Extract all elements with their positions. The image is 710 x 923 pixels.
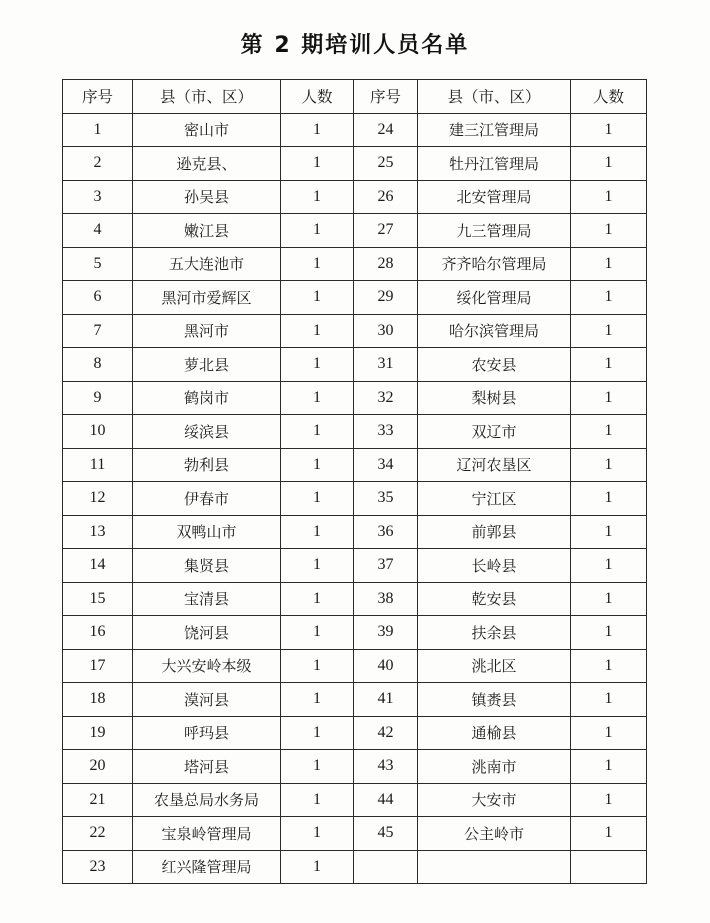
cell-county-left: 呼玛县 [133, 716, 281, 750]
cell-county-left: 宝清县 [133, 582, 281, 616]
cell-count-left: 1 [281, 616, 354, 650]
cell-count-left: 1 [281, 314, 354, 348]
cell-count-left: 1 [281, 180, 354, 214]
roster-table [62, 79, 647, 884]
table-row [63, 850, 647, 884]
table-row [63, 247, 647, 281]
table-row [63, 314, 647, 348]
cell-county-left: 密山市 [133, 113, 281, 147]
cell-count-right: 1 [571, 750, 647, 784]
cell-county-right: 北安管理局 [418, 180, 571, 214]
cell-count-left: 1 [281, 783, 354, 817]
cell-county-right: 农安县 [418, 348, 571, 382]
cell-seq-left: 17 [63, 649, 133, 683]
cell-seq-left: 22 [63, 817, 133, 851]
cell-county-left: 萝北县 [133, 348, 281, 382]
cell-count-right: 1 [571, 817, 647, 851]
cell-county-left: 双鸭山市 [133, 515, 281, 549]
cell-seq-left: 18 [63, 683, 133, 717]
cell-county-right: 建三江管理局 [418, 113, 571, 147]
table-row [63, 683, 647, 717]
cell-seq-left: 3 [63, 180, 133, 214]
cell-county-left: 农垦总局水务局 [133, 783, 281, 817]
table-row [63, 783, 647, 817]
cell-seq-left: 8 [63, 348, 133, 382]
cell-county-left: 嫩江县 [133, 214, 281, 248]
cell-seq-right [354, 850, 418, 884]
table-row [63, 113, 647, 147]
table-row [63, 381, 647, 415]
cell-count-left: 1 [281, 247, 354, 281]
cell-county-left: 绥滨县 [133, 415, 281, 449]
table-row [63, 180, 647, 214]
cell-seq-left: 19 [63, 716, 133, 750]
cell-county-left: 五大连池市 [133, 247, 281, 281]
cell-count-right: 1 [571, 448, 647, 482]
table-row [63, 515, 647, 549]
roster-body [63, 113, 647, 884]
cell-seq-left: 11 [63, 448, 133, 482]
cell-seq-right: 39 [354, 616, 418, 650]
cell-county-right: 梨树县 [418, 381, 571, 415]
cell-county-right: 牡丹江管理局 [418, 147, 571, 181]
cell-county-right: 绥化管理局 [418, 281, 571, 315]
cell-count-left: 1 [281, 448, 354, 482]
table-row [63, 482, 647, 516]
cell-count-right: 1 [571, 281, 647, 315]
cell-seq-right: 44 [354, 783, 418, 817]
table-row [63, 214, 647, 248]
cell-county-right [418, 850, 571, 884]
cell-seq-left: 13 [63, 515, 133, 549]
cell-count-left: 1 [281, 850, 354, 884]
cell-count-right: 1 [571, 582, 647, 616]
cell-seq-right: 38 [354, 582, 418, 616]
header-count-left: 人数 [281, 80, 354, 114]
cell-count-right: 1 [571, 348, 647, 382]
cell-seq-right: 42 [354, 716, 418, 750]
cell-county-left: 黑河市爱辉区 [133, 281, 281, 315]
cell-seq-left: 20 [63, 750, 133, 784]
cell-seq-left: 21 [63, 783, 133, 817]
cell-seq-right: 45 [354, 817, 418, 851]
table-row [63, 448, 647, 482]
cell-count-left: 1 [281, 515, 354, 549]
cell-seq-left: 4 [63, 214, 133, 248]
cell-seq-left: 7 [63, 314, 133, 348]
cell-seq-right: 37 [354, 549, 418, 583]
cell-county-left: 伊春市 [133, 482, 281, 516]
cell-seq-right: 33 [354, 415, 418, 449]
table-row [63, 817, 647, 851]
cell-county-left: 勃利县 [133, 448, 281, 482]
cell-count-left: 1 [281, 750, 354, 784]
cell-seq-right: 26 [354, 180, 418, 214]
cell-county-right: 辽河农垦区 [418, 448, 571, 482]
cell-count-right: 1 [571, 482, 647, 516]
cell-count-right: 1 [571, 716, 647, 750]
cell-count-left: 1 [281, 214, 354, 248]
cell-county-left: 孙吴县 [133, 180, 281, 214]
cell-seq-left: 12 [63, 482, 133, 516]
cell-county-right: 双辽市 [418, 415, 571, 449]
cell-county-right: 哈尔滨管理局 [418, 314, 571, 348]
cell-seq-left: 14 [63, 549, 133, 583]
cell-seq-right: 24 [354, 113, 418, 147]
cell-count-left: 1 [281, 582, 354, 616]
header-county-right: 县（市、区） [418, 80, 571, 114]
cell-seq-right: 29 [354, 281, 418, 315]
table-row [63, 616, 647, 650]
cell-county-right: 乾安县 [418, 582, 571, 616]
cell-seq-right: 31 [354, 348, 418, 382]
cell-count-left: 1 [281, 716, 354, 750]
table-row [63, 750, 647, 784]
cell-count-left: 1 [281, 482, 354, 516]
cell-count-right: 1 [571, 113, 647, 147]
cell-county-left: 集贤县 [133, 549, 281, 583]
cell-county-right: 洮南市 [418, 750, 571, 784]
cell-seq-left: 5 [63, 247, 133, 281]
header-count-right: 人数 [571, 80, 647, 114]
cell-count-right [571, 850, 647, 884]
cell-county-left: 黑河市 [133, 314, 281, 348]
cell-county-right: 宁江区 [418, 482, 571, 516]
cell-county-left: 鹤岗市 [133, 381, 281, 415]
header-seq-left: 序号 [63, 80, 133, 114]
cell-seq-right: 40 [354, 649, 418, 683]
cell-county-right: 齐齐哈尔管理局 [418, 247, 571, 281]
cell-count-left: 1 [281, 348, 354, 382]
cell-count-left: 1 [281, 649, 354, 683]
cell-seq-right: 36 [354, 515, 418, 549]
cell-count-left: 1 [281, 281, 354, 315]
cell-county-left: 漠河县 [133, 683, 281, 717]
cell-seq-left: 10 [63, 415, 133, 449]
cell-count-right: 1 [571, 147, 647, 181]
page-title: 第 2 期培训人员名单 [240, 33, 470, 58]
cell-count-right: 1 [571, 783, 647, 817]
cell-county-right: 前郭县 [418, 515, 571, 549]
cell-count-left: 1 [281, 415, 354, 449]
cell-county-right: 通榆县 [418, 716, 571, 750]
cell-seq-right: 25 [354, 147, 418, 181]
table-row [63, 281, 647, 315]
cell-seq-left: 6 [63, 281, 133, 315]
cell-count-right: 1 [571, 247, 647, 281]
cell-county-left: 大兴安岭本级 [133, 649, 281, 683]
header-seq-right: 序号 [354, 80, 418, 114]
cell-seq-left: 15 [63, 582, 133, 616]
table-row [63, 147, 647, 181]
cell-seq-left: 9 [63, 381, 133, 415]
cell-seq-left: 16 [63, 616, 133, 650]
cell-count-right: 1 [571, 314, 647, 348]
cell-seq-right: 28 [354, 247, 418, 281]
cell-seq-right: 34 [354, 448, 418, 482]
cell-count-left: 1 [281, 113, 354, 147]
cell-count-left: 1 [281, 549, 354, 583]
cell-county-right: 公主岭市 [418, 817, 571, 851]
cell-county-right: 洮北区 [418, 649, 571, 683]
cell-county-left: 塔河县 [133, 750, 281, 784]
cell-count-right: 1 [571, 616, 647, 650]
cell-seq-right: 43 [354, 750, 418, 784]
header-county-left: 县（市、区） [133, 80, 281, 114]
cell-count-left: 1 [281, 683, 354, 717]
cell-county-left: 红兴隆管理局 [133, 850, 281, 884]
cell-count-right: 1 [571, 683, 647, 717]
cell-count-right: 1 [571, 549, 647, 583]
cell-count-right: 1 [571, 180, 647, 214]
cell-count-right: 1 [571, 515, 647, 549]
table-row [63, 348, 647, 382]
cell-county-left: 饶河县 [133, 616, 281, 650]
cell-seq-left: 23 [63, 850, 133, 884]
cell-county-left: 逊克县、 [133, 147, 281, 181]
cell-seq-left: 1 [63, 113, 133, 147]
cell-count-left: 1 [281, 147, 354, 181]
cell-seq-right: 30 [354, 314, 418, 348]
table-row [63, 649, 647, 683]
cell-seq-right: 32 [354, 381, 418, 415]
cell-seq-right: 27 [354, 214, 418, 248]
cell-count-left: 1 [281, 381, 354, 415]
table-row [63, 549, 647, 583]
cell-county-right: 大安市 [418, 783, 571, 817]
table-row [63, 716, 647, 750]
cell-count-right: 1 [571, 649, 647, 683]
cell-county-right: 九三管理局 [418, 214, 571, 248]
table-row [63, 582, 647, 616]
header-row [63, 80, 647, 114]
cell-count-right: 1 [571, 381, 647, 415]
cell-seq-left: 2 [63, 147, 133, 181]
table-row [63, 415, 647, 449]
cell-seq-right: 41 [354, 683, 418, 717]
cell-county-right: 扶余县 [418, 616, 571, 650]
cell-county-right: 镇赉县 [418, 683, 571, 717]
cell-seq-right: 35 [354, 482, 418, 516]
cell-county-left: 宝泉岭管理局 [133, 817, 281, 851]
cell-count-right: 1 [571, 214, 647, 248]
cell-county-right: 长岭县 [418, 549, 571, 583]
cell-count-right: 1 [571, 415, 647, 449]
cell-count-left: 1 [281, 817, 354, 851]
